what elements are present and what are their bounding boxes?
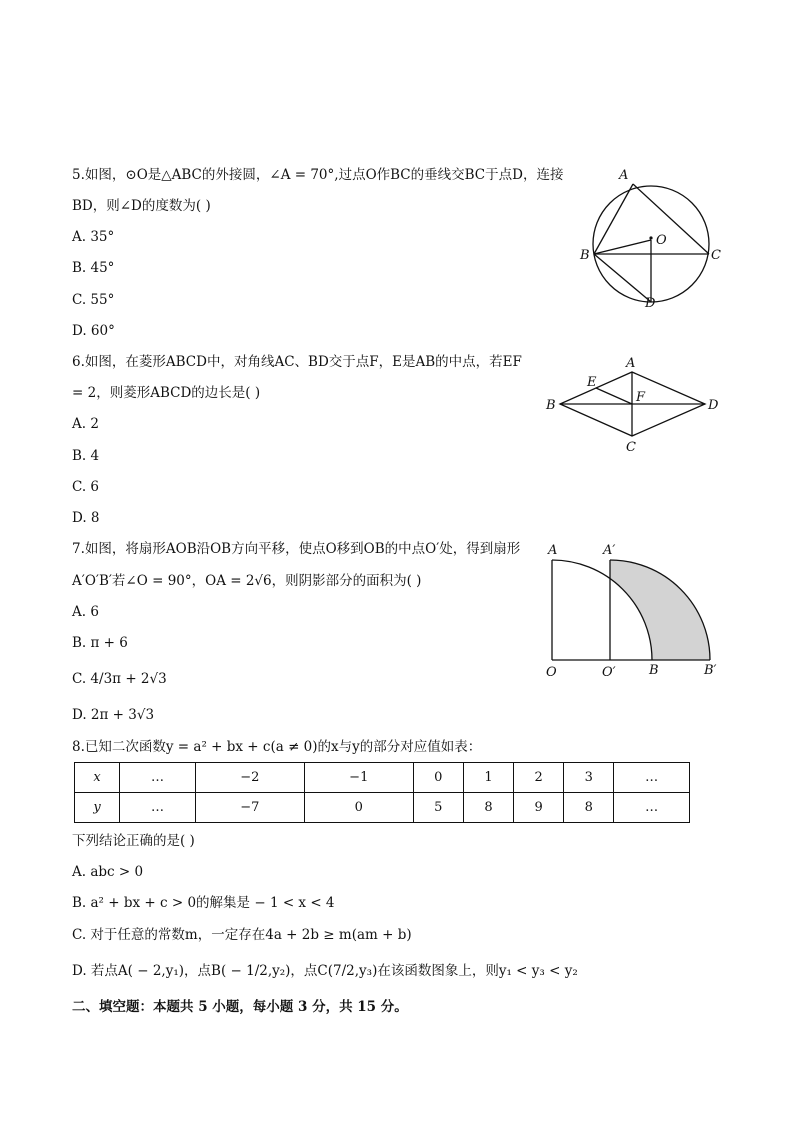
q7-stem-line2: A′O′B′若∠O = 90°，OA = 2√6，则阴影部分的面积为( ) bbox=[72, 573, 422, 589]
table-cell: −1 bbox=[304, 763, 413, 793]
q8-option-c: C. 对于任意的常数m，一定存在4a + 2b ≥ m(am + b) bbox=[72, 927, 412, 943]
q5-option-a: A. 35° bbox=[72, 229, 115, 245]
q7-option-b: B. π + 6 bbox=[72, 635, 128, 651]
table-cell: −2 bbox=[195, 763, 304, 793]
q7-stem-line1: 7.如图，将扇形AOB沿OB方向平移，使点O移到OB的中点O′处，得到扇形 bbox=[72, 541, 521, 557]
q8-stem-line1: 8.已知二次函数y = a² + bx + c(a ≠ 0)的x与y的部分对应值如表： bbox=[72, 739, 482, 755]
q8-option-b: B. a² + bx + c > 0的解集是 − 1 < x < 4 bbox=[72, 895, 335, 911]
label-f: F bbox=[636, 390, 646, 405]
label-o-prime: O′ bbox=[602, 665, 616, 680]
label-o: O bbox=[656, 233, 667, 248]
q7-option-d: D. 2π + 3√3 bbox=[72, 707, 155, 723]
q6-stem-line2: = 2，则菱形ABCD的边长是( ) bbox=[72, 385, 261, 401]
table-cell: 3 bbox=[564, 763, 614, 793]
q8-option-d: D. 若点A( − 2,y₁)，点B( − 1/2,y₂)，点C(7/2,y₃)在该函数图象上，则y₁ < y₃ < y₂ bbox=[72, 963, 578, 979]
table-cell: 0 bbox=[304, 793, 413, 823]
table-row-y bbox=[75, 793, 690, 823]
table-cell: … bbox=[120, 763, 196, 793]
table-cell: −7 bbox=[195, 793, 304, 823]
shaded-region bbox=[610, 560, 710, 660]
label-d: D bbox=[708, 398, 719, 413]
table-cell: 1 bbox=[463, 763, 513, 793]
label-b: B bbox=[546, 398, 556, 413]
table-cell: 0 bbox=[413, 763, 463, 793]
q6-rhombus-figure bbox=[540, 352, 730, 462]
label-a-prime: A′ bbox=[603, 543, 616, 558]
label-b: B bbox=[649, 663, 659, 678]
q6-option-a: A. 2 bbox=[72, 416, 99, 432]
q6-option-d: D. 8 bbox=[72, 510, 100, 526]
q5-circle-figure bbox=[570, 160, 730, 320]
label-d: D bbox=[645, 296, 656, 311]
table-cell: y bbox=[75, 793, 120, 823]
section-2-heading: 二、填空题：本题共 5 小题，每小题 3 分，共 15 分。 bbox=[72, 999, 408, 1015]
segment-ef bbox=[596, 388, 632, 404]
table-row-x bbox=[75, 763, 690, 793]
q5-stem-line2: BD，则∠D的度数为( ) bbox=[72, 198, 211, 214]
q7-option-c: C. 4/3π + 2√3 bbox=[72, 671, 167, 687]
q5-option-d: D. 60° bbox=[72, 323, 115, 339]
table-cell: 9 bbox=[514, 793, 564, 823]
segment-ac bbox=[633, 184, 709, 254]
table-cell: 5 bbox=[413, 793, 463, 823]
label-c: C bbox=[711, 248, 721, 263]
q5-option-b: B. 45° bbox=[72, 260, 115, 276]
table-cell: 8 bbox=[564, 793, 614, 823]
table-cell: … bbox=[120, 793, 196, 823]
label-a: A bbox=[619, 168, 629, 183]
q7-option-a: A. 6 bbox=[72, 604, 99, 620]
q8-option-a: A. abc > 0 bbox=[72, 864, 144, 880]
q5-option-c: C. 55° bbox=[72, 292, 115, 308]
q7-sector-figure bbox=[540, 538, 730, 683]
q6-stem-line1: 6.如图，在菱形ABCD中，对角线AC、BD交于点F，E是AB的中点，若EF bbox=[72, 354, 522, 370]
q6-option-b: B. 4 bbox=[72, 448, 100, 464]
table-cell: 2 bbox=[514, 763, 564, 793]
q8-value-table bbox=[74, 762, 690, 823]
label-a: A bbox=[548, 543, 558, 558]
table-cell: x bbox=[75, 763, 120, 793]
q6-option-c: C. 6 bbox=[72, 479, 100, 495]
segment-bo bbox=[594, 240, 651, 254]
q5-stem-line1: 5.如图，⊙O是△ABC的外接圆，∠A = 70°,过点O作BC的垂线交BC于点D，连接 bbox=[72, 167, 564, 183]
table-cell: … bbox=[614, 763, 690, 793]
center-point bbox=[649, 236, 652, 239]
table-cell: 8 bbox=[463, 793, 513, 823]
label-e: E bbox=[587, 375, 597, 390]
label-a: A bbox=[626, 356, 636, 371]
label-b: B bbox=[580, 248, 590, 263]
label-b-prime: B′ bbox=[704, 663, 717, 678]
q8-prompt: 下列结论正确的是( ) bbox=[72, 833, 195, 849]
segment-ab bbox=[594, 184, 633, 254]
label-c: C bbox=[626, 440, 636, 455]
table-cell: … bbox=[614, 793, 690, 823]
label-o: O bbox=[546, 665, 557, 680]
